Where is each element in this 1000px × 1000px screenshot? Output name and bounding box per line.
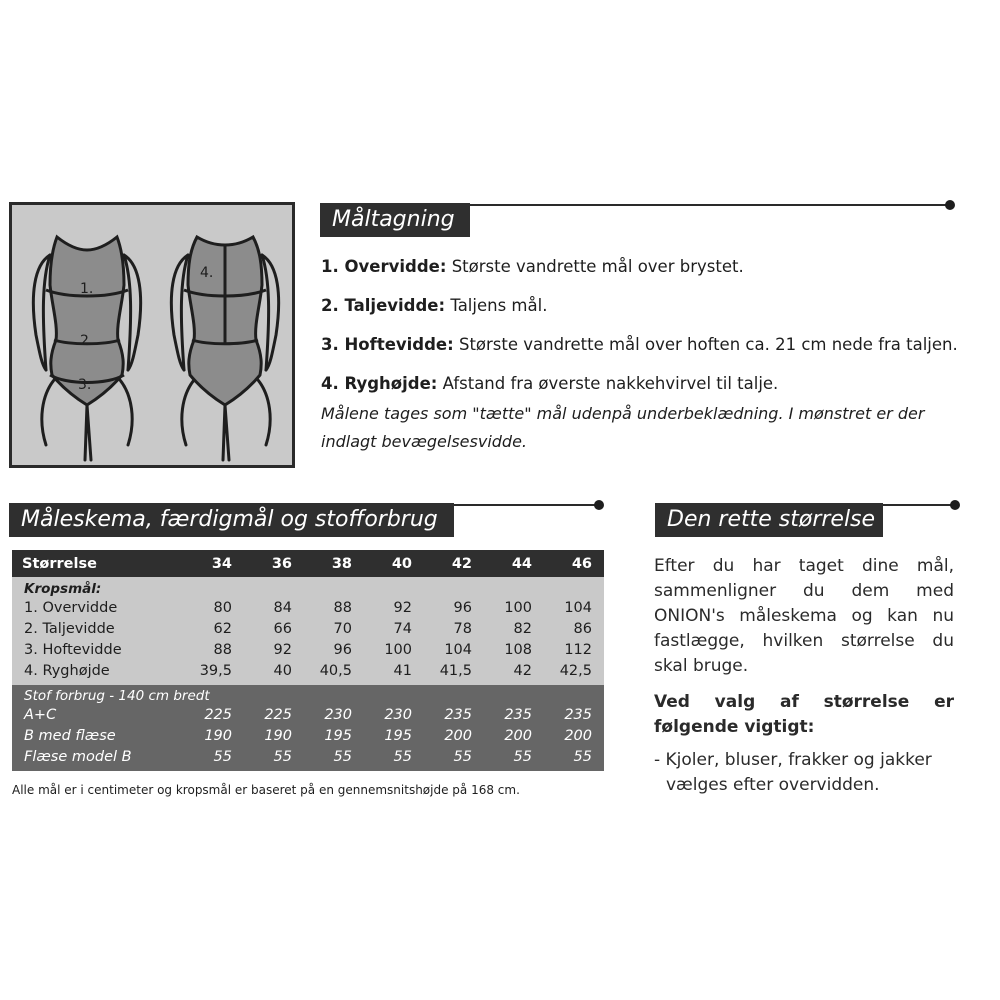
table-cell: 200 [444,727,472,744]
measurement-item [321,332,991,371]
table-row [12,639,604,660]
maaltagning-title: Måltagning [320,203,470,237]
front-left-leg [42,380,54,445]
table-cell: 55 [453,748,472,765]
table-row [12,618,604,639]
table-cell: 39,5 [199,662,232,679]
table-cell: 62 [213,620,232,637]
body-measurements-section [12,577,604,685]
table-row [12,725,604,746]
size-header: 40 [391,555,412,572]
table-cell: 235 [564,706,592,723]
table-cell: 41,5 [439,662,472,679]
table-cell: 42,5 [559,662,592,679]
measurement-item [321,293,991,332]
figure-label-3: 3. [78,377,92,393]
table-cell: 88 [213,641,232,658]
measurement-term: 4. Ryghøjde: [321,374,438,393]
table-cell: 100 [504,599,532,616]
table-cell: 190 [204,727,232,744]
bullet-line: - Kjoler, bluser, frakker og jakker [654,750,932,770]
table-cell: 82 [513,620,532,637]
figure-label-4: 4. [200,265,214,281]
size-header: 34 [211,555,232,572]
section-rule [470,204,950,206]
size-advice-important: Ved valg af størrelse er følgende vigtigt: [654,692,954,737]
section-subtitle-text: Stof forbrug - 140 cm bredt [24,688,210,704]
measurement-term: 2. Taljevidde: [321,296,446,315]
table-cell: 104 [564,599,592,616]
fabric-usage-section [12,685,604,771]
table-header-label: Størrelse [22,555,97,572]
table-cell: 96 [333,641,352,658]
measurement-note [321,400,971,456]
table-cell: 225 [264,706,292,723]
section-rule-dot [945,200,955,210]
table-cell: 112 [564,641,592,658]
table-cell: 100 [384,641,412,658]
measurement-term: 3. Hoftevidde: [321,335,454,354]
table-cell: 55 [393,748,412,765]
size-header: 42 [451,555,472,572]
table-cell: 104 [444,641,472,658]
row-label: 1. Overvidde [24,599,118,616]
size-advice-paragraph: Efter du har taget dine mål, sammenligner du dem med ONION's måleskema og kan nu fastlægge, hvilken størrelse du skal bruge. [654,556,954,676]
section-rule-dot [950,500,960,510]
table-cell: 41 [393,662,412,679]
measurement-desc: Taljens mål. [450,296,548,315]
measurement-note-line: Målene tages som "tætte" mål udenpå underbeklædning. I mønstret er der [321,404,925,423]
maaleskema-title: Måleskema, færdigmål og stofforbrug [9,503,454,537]
measurement-item [321,254,991,293]
measurement-term: 1. Overvidde: [321,257,447,276]
table-header-row [12,550,604,577]
figure-label-1: 1. [80,281,94,297]
table-cell: 78 [453,620,472,637]
table-cell: 108 [504,641,532,658]
table-cell: 40 [273,662,292,679]
section-subtitle [12,688,604,704]
section-rule [454,504,599,506]
measurement-desc: Største vandrette mål over hoften ca. 21 cm nede fra taljen. [458,335,958,354]
measurement-figure [9,202,295,468]
section-rule-dot [594,500,604,510]
table-cell: 40,5 [319,662,352,679]
size-header: 36 [271,555,292,572]
section-rule [883,504,953,506]
section-subtitle-text: Kropsmål: [24,581,102,597]
table-cell: 92 [273,641,292,658]
measurement-note-line: indlagt bevægelsesvidde. [321,432,528,451]
den-rette-title: Den rette størrelse [655,503,883,537]
size-table [12,550,604,771]
table-cell: 235 [504,706,532,723]
row-label: A+C [24,706,57,723]
table-row [12,704,604,725]
measurement-desc: Største vandrette mål over brystet. [451,257,744,276]
table-cell: 225 [204,706,232,723]
row-label: 3. Hoftevidde [24,641,122,658]
table-cell: 74 [393,620,412,637]
table-cell: 200 [504,727,532,744]
table-cell: 200 [564,727,592,744]
table-cell: 88 [333,599,352,616]
table-row [12,660,604,681]
table-cell: 96 [453,599,472,616]
table-cell: 195 [384,727,412,744]
table-cell: 190 [264,727,292,744]
table-row [12,597,604,618]
size-advice-bullet [654,748,964,798]
table-cell: 66 [273,620,292,637]
table-cell: 230 [324,706,352,723]
size-header: 46 [571,555,592,572]
table-row [12,746,604,767]
table-cell: 42 [513,662,532,679]
table-footnote: Alle mål er i centimeter og kropsmål er baseret på en gennemsnitshøjde på 168 cm. [12,783,520,797]
table-cell: 86 [573,620,592,637]
section-subtitle [12,581,604,597]
front-right-leg [120,380,132,445]
row-label: B med flæse [24,727,116,744]
measurement-desc: Afstand fra øverste nakkehvirvel til talje. [442,374,779,393]
row-label: 4. Ryghøjde [24,662,110,679]
table-cell: 55 [213,748,232,765]
table-cell: 55 [333,748,352,765]
row-label: 2. Taljevidde [24,620,115,637]
table-cell: 70 [333,620,352,637]
table-cell: 235 [444,706,472,723]
table-cell: 92 [393,599,412,616]
body-diagram [12,205,292,465]
size-header: 38 [331,555,352,572]
table-cell: 55 [513,748,532,765]
table-cell: 80 [213,599,232,616]
row-label: Flæse model B [24,748,132,765]
table-cell: 55 [573,748,592,765]
table-cell: 55 [273,748,292,765]
figure-label-2: 2. [80,333,94,349]
table-cell: 84 [273,599,292,616]
measurement-list [321,254,991,456]
table-cell: 195 [324,727,352,744]
table-cell: 230 [384,706,412,723]
size-header: 44 [511,555,532,572]
bullet-line: vælges efter overvidden. [666,775,880,795]
